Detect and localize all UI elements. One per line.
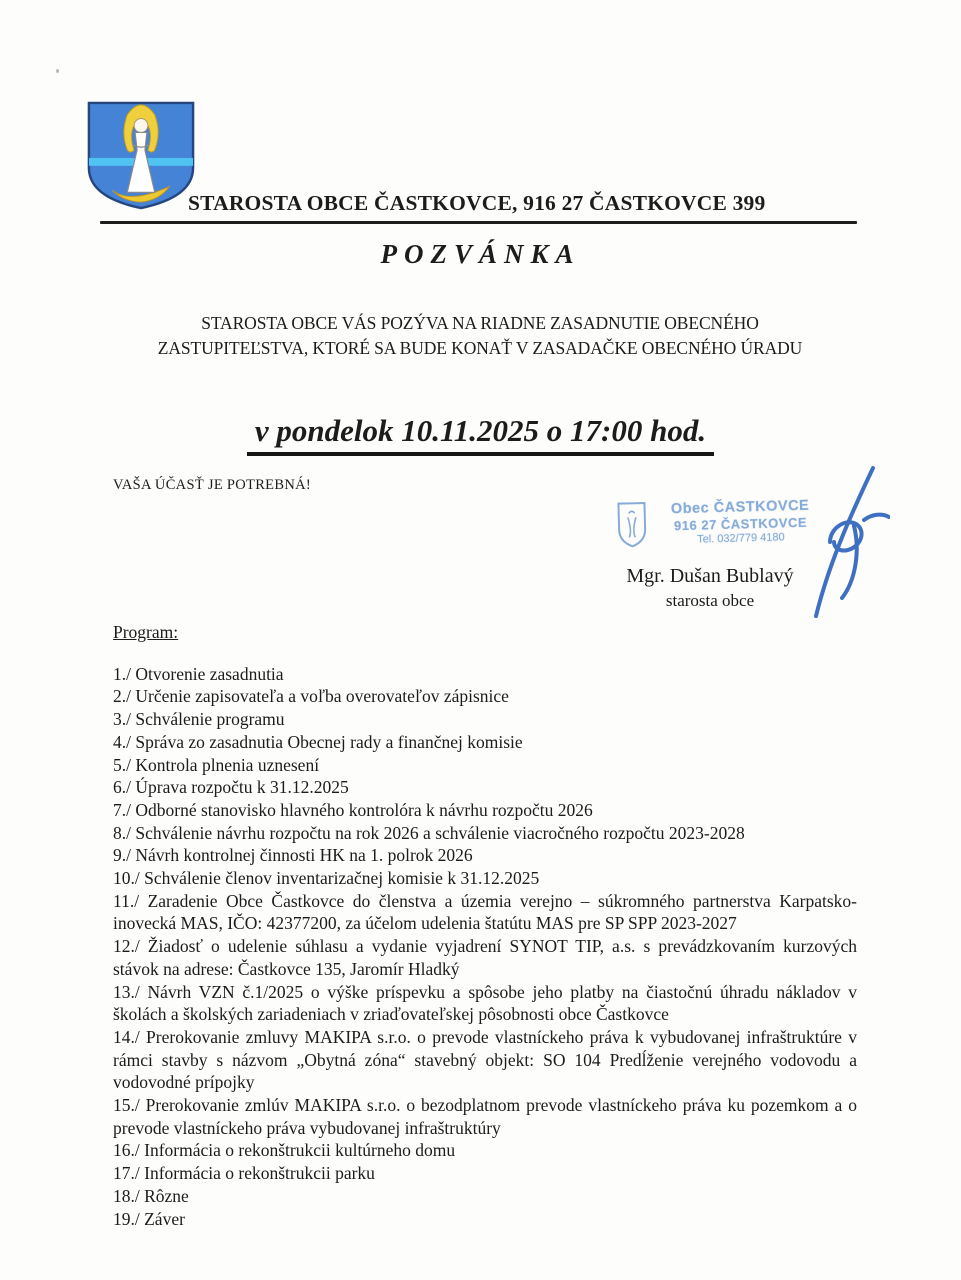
program-item: 1./ Otvorenie zasadnutia — [113, 663, 284, 684]
program-item: 15./ Prerokovanie zmlúv MAKIPA s.r.o. o bezodplatnom prevode vlastníckeho práva ku pozemkom a o prevode vlastníckeho práva vybudovanej infraštruktúry — [113, 1095, 857, 1138]
program-item: 9./ Návrh kontrolnej činnosti HK na 1. polrok 2026 — [113, 845, 473, 866]
document-title: POZVÁNKA — [380, 239, 581, 269]
program-item: 12./ Žiadosť o udelenie súhlasu a vydanie vyjadrení SYNOT TIP, a.s. s prevádzkovaním kurzových stávok na adrese: Častkovce 135, Jaromír Hladký — [113, 936, 857, 979]
scan-artifact — [56, 69, 59, 73]
program-item: 3./ Schválenie programu — [113, 709, 285, 730]
program-item: 6./ Úprava rozpočtu k 31.12.2025 — [113, 777, 349, 798]
program-item: 17./ Informácia o rekonštrukcii parku — [113, 1163, 375, 1184]
meeting-datetime — [0, 413, 961, 456]
header-title: STAROSTA OBCE ČASTKOVCE, 916 27 ČASTKOVCE 399 — [188, 191, 766, 215]
program-item: 11./ Zaradenie Obce Častkovce do členstva a územia verejno – súkromného partnerstva Karpatsko-inovecká MAS, IČO: 42377200, za účelom udelenia štatútu MAS pre SP SPP 2023-2027 — [113, 890, 857, 934]
invitation-line-2: ZASTUPITEĽSTVA, KTORÉ SA BUDE KONAŤ V ZASADAČKE OBECNÉHO ÚRADU — [157, 338, 803, 358]
invitation-line-1: STAROSTA OBCE VÁS POZÝVA NA RIADNE ZASADNUTIE OBECNÉHO — [201, 313, 759, 333]
stamp-shield-icon — [615, 501, 648, 550]
signatory-block — [596, 565, 824, 611]
attendance-note: VAŠA ÚČASŤ JE POTREBNÁ! — [113, 477, 311, 493]
meeting-datetime-text: v pondelok 10.11.2025 o 17:00 hod. — [247, 413, 714, 456]
program-section — [113, 621, 857, 1230]
signatory-name: Mgr. Dušan Bublavý — [626, 565, 794, 587]
program-item: 14./ Prerokovanie zmluvy MAKIPA s.r.o. o prevode vlastníckeho práva k vybudovanej infraštruktúre v rámci stavby s názvom „Obytná zóna“ stavebný objekt: SO 104 Predĺženie verejného vodovodu a vodovodné prípojky — [113, 1026, 857, 1093]
signatory-role: starosta obce — [665, 591, 755, 610]
program-item: 7./ Odborné stanovisko hlavného kontrolóra k návrhu rozpočtu 2026 — [113, 799, 593, 820]
program-item: 5./ Kontrola plnenia uznesení — [113, 754, 320, 775]
program-item: 4./ Správa zo zasadnutia Obecnej rady a finančnej komisie — [113, 731, 523, 752]
stamp-line-1: Obec ČASTKOVCE — [670, 497, 810, 518]
stamp-line-2: 916 27 ČASTKOVCE — [673, 514, 808, 534]
program-item: 19./ Záver — [113, 1208, 185, 1229]
program-item: 18./ Rôzne — [113, 1185, 189, 1206]
program-item: 16./ Informácia o rekonštrukcii kultúrneho domu — [113, 1140, 456, 1161]
header-divider — [100, 221, 857, 224]
stamp-line-3: Tel. 032/779 4180 — [697, 531, 785, 547]
program-item: 8./ Schválenie návrhu rozpočtu na rok 2026 a schválenie viacročného rozpočtu 2023-2028 — [113, 822, 745, 843]
invitation-text — [55, 311, 905, 361]
program-heading: Program: — [113, 622, 179, 642]
program-item: 10./ Schválenie členov inventarizačnej komisie k 31.12.2025 — [113, 868, 540, 889]
coat-of-arms — [82, 99, 200, 212]
program-item: 2./ Určenie zapisovateľa a voľba overovateľov zápisnice — [113, 686, 509, 707]
program-item: 13./ Návrh VZN č.1/2025 o výške príspevku a spôsobe jeho platby na čiastočnú úhradu nákladov v školách a školských zariadeniach v zriaďovateľskej pôsobnosti obce Častkovce — [113, 981, 857, 1025]
